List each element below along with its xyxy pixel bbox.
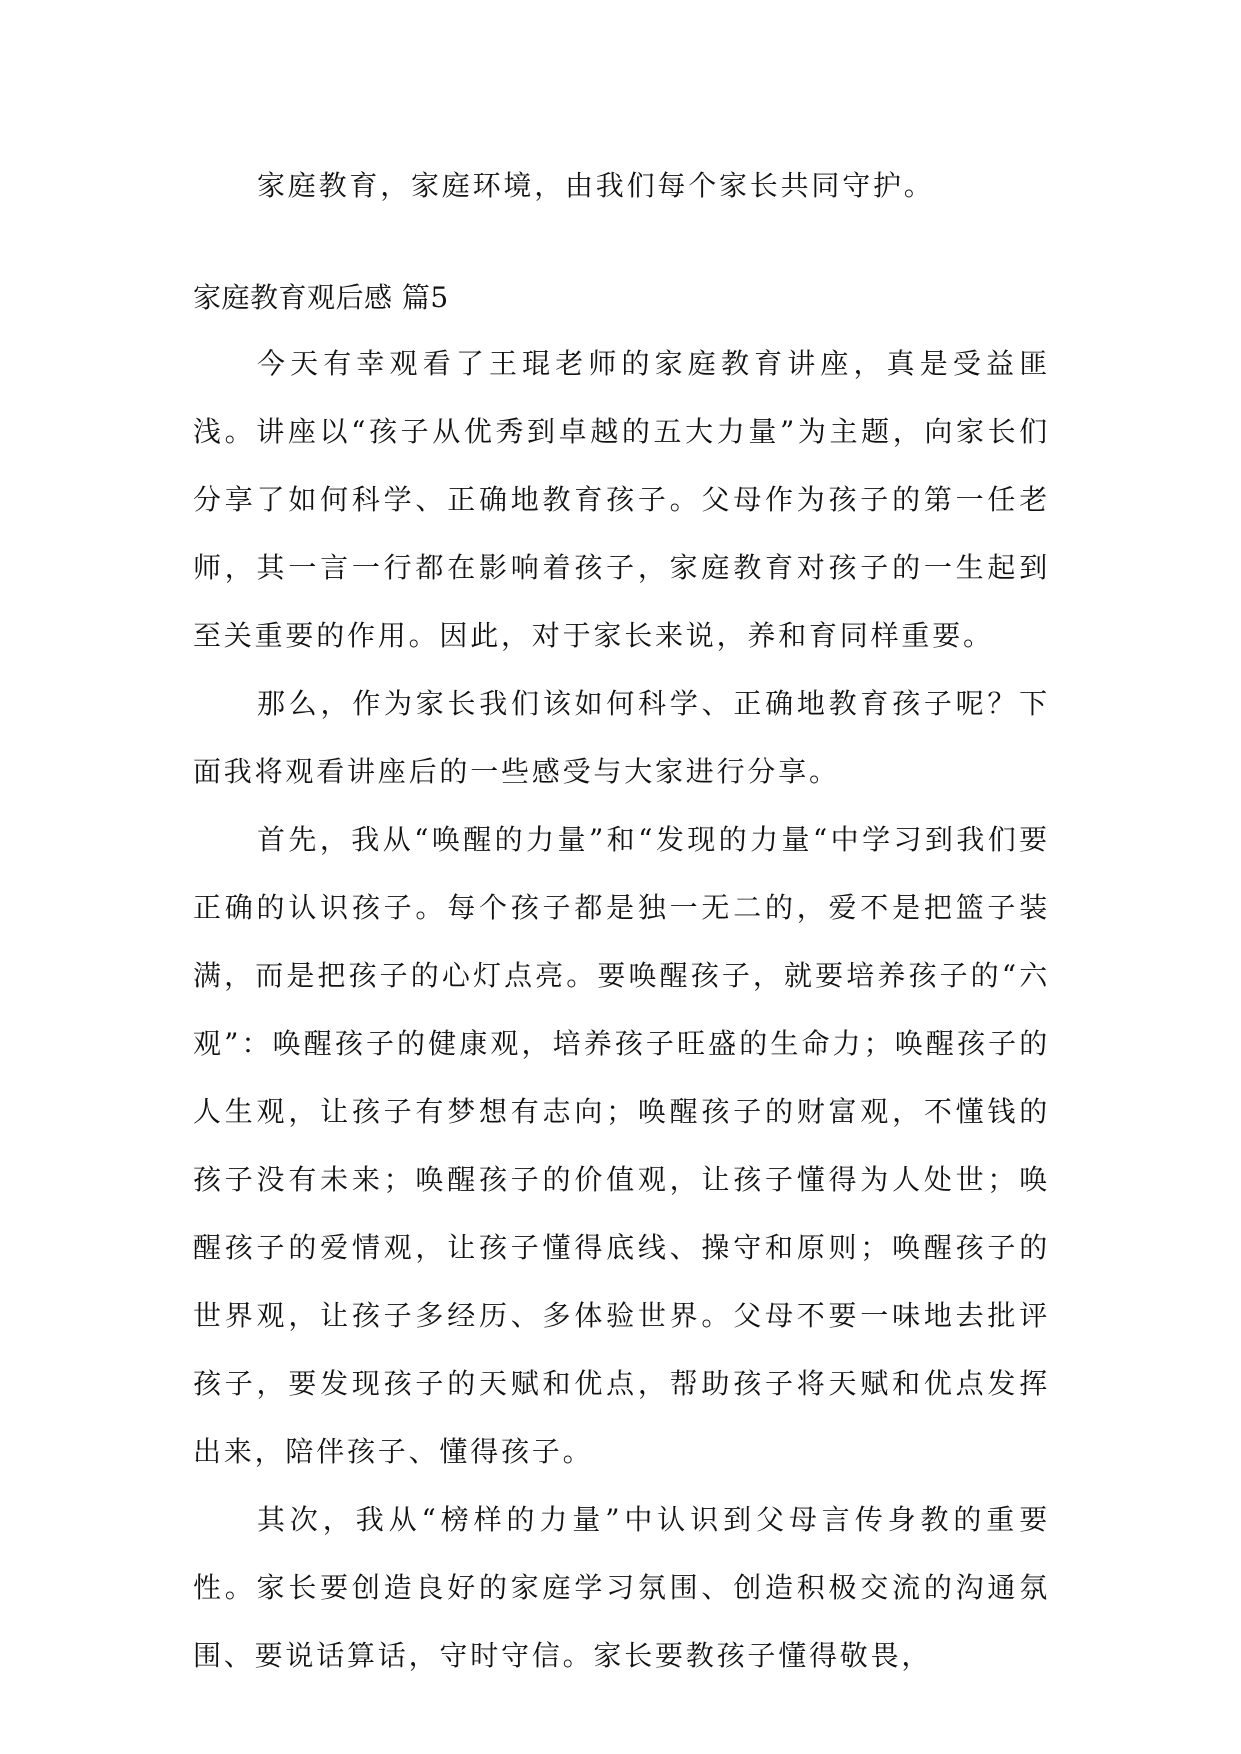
opening-paragraph: 家庭教育，家庭环境，由我们每个家长共同守护。 (257, 169, 935, 202)
paragraph: 那么，作为家长我们该如何科学、正确地教育孩子呢？下面我将观看讲座后的一些感受与大家进行分享。 (193, 687, 1050, 788)
article-body (193, 330, 1050, 1690)
paragraph: 其次，我从“榜样的力量”中认识到父母言传身教的重要性。家长要创造良好的家庭学习氛围、创造积极交流的沟通氛围、要说话算话，守时守信。家长要教孩子懂得敬畏， (193, 1503, 1050, 1672)
paragraph: 今天有幸观看了王琨老师的家庭教育讲座，真是受益匪浅。讲座以“孩子从优秀到卓越的五大力量”为主题，向家长们分享了如何科学、正确地教育孩子。父母作为孩子的第一任老师，其一言一行都在影响着孩子，家庭教育对孩子的一生起到至关重要的作用。因此，对于家长来说，养和育同样重要。 (193, 347, 1050, 652)
section-title: 家庭教育观后感 篇5 (193, 281, 449, 314)
paragraph: 首先，我从“唤醒的力量”和“发现的力量“中学习到我们要正确的认识孩子。每个孩子都是独一无二的，爱不是把篮子装满，而是把孩子的心灯点亮。要唤醒孩子，就要培养孩子的“六观”：唤醒孩子的健康观，培养孩子旺盛的生命力；唤醒孩子的人生观，让孩子有梦想有志向；唤醒孩子的财富观，不懂钱的孩子没有未来；唤醒孩子的价值观，让孩子懂得为人处世；唤醒孩子的爱情观，让孩子懂得底线、操守和原则；唤醒孩子的世界观，让孩子多经历、多体验世界。父母不要一味地去批评孩子，要发现孩子的天赋和优点，帮助孩子将天赋和优点发挥出来，陪伴孩子、懂得孩子。 (193, 823, 1050, 1468)
